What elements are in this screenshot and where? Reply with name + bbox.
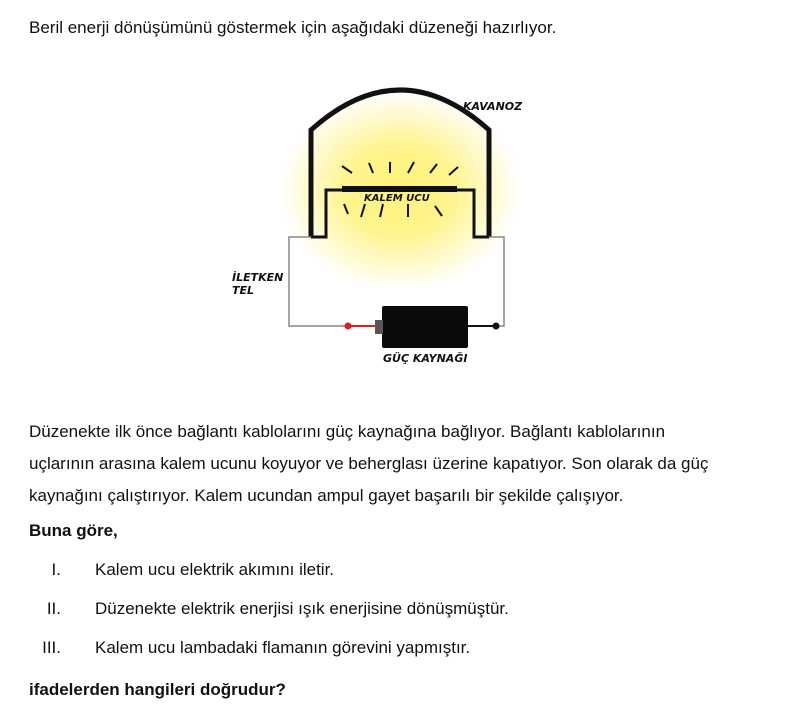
paragraph-line: kaynağını çalıştırıyor. Kalem ucundan ampul gayet başarılı bir şekilde çalışıyor. [29, 486, 624, 505]
positive-terminal [493, 323, 500, 330]
experiment-diagram [220, 80, 540, 380]
power-label: GÜÇ KAYNAĞI [383, 352, 468, 365]
statement-number: II. [46, 599, 61, 618]
statement-text: Kalem ucu elektrik akımını iletir. [95, 560, 335, 579]
circuit-diagram [220, 80, 540, 380]
statement-list [29, 560, 769, 677]
pencil-lead [342, 186, 457, 192]
statement-item [29, 599, 769, 638]
statement-item [29, 560, 769, 599]
negative-terminal [345, 323, 352, 330]
statement-text: Kalem ucu lambadaki flamanın görevini yapmıştır. [95, 638, 471, 657]
wire-label-line2: TEL [232, 284, 255, 297]
statement-text: Düzenekte elektrik enerjisi ışık enerjisine dönüşmüştür. [95, 599, 509, 618]
statement-number: III. [42, 638, 61, 657]
intro-text: Beril enerji dönüşümünü göstermek için aşağıdaki düzeneği hazırlıyor. [29, 18, 557, 37]
question-end: ifadelerden hangileri doğrudur? [29, 680, 286, 699]
question-lead: Buna göre, [29, 521, 118, 540]
pencil-label: KALEM UCU [364, 193, 430, 204]
statement-number: I. [51, 560, 61, 579]
description-paragraph [29, 416, 774, 512]
power-source [382, 306, 468, 348]
wire-label-line1: İLETKEN [232, 271, 284, 284]
jar-label: KAVANOZ [463, 100, 523, 113]
statement-item [29, 638, 769, 677]
paragraph-line: uçlarının arasına kalem ucunu koyuyor ve beherglası üzerine kapatıyor. Son olarak da güç [29, 454, 709, 473]
battery-cap [375, 320, 383, 334]
paragraph-line: Düzenekte ilk önce bağlantı kablolarını güç kaynağına bağlıyor. Bağlantı kablolarının [29, 422, 666, 441]
